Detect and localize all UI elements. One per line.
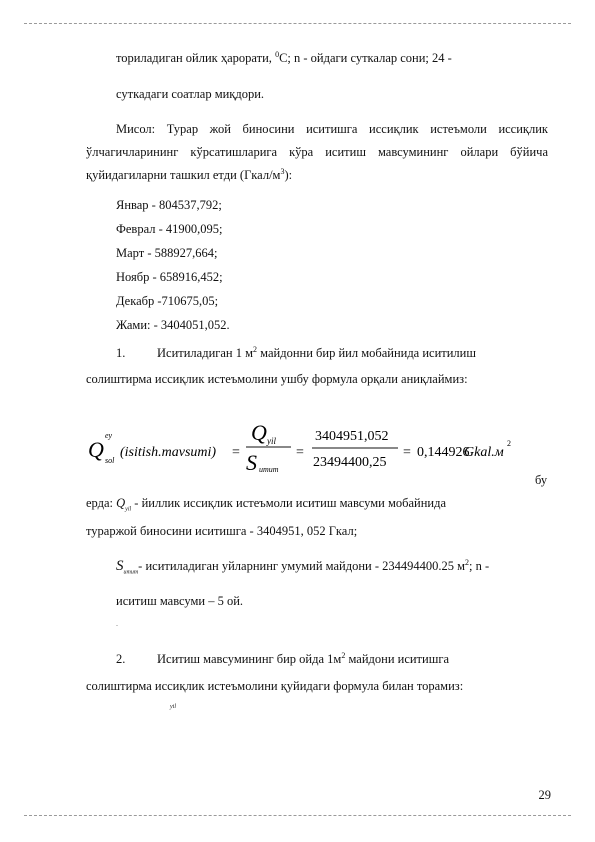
formula-denominator-s: S (246, 450, 257, 475)
unit-superscript: 2 (253, 344, 258, 354)
item-2-continuation: солиштирма иссиқлик истеъмолини қуйидаги формула билан торамиз: (86, 679, 464, 693)
text-fragment: ; n - (469, 559, 490, 573)
month-november: Ноябр - 658916,452; (116, 270, 223, 284)
item-2-text (157, 652, 449, 667)
s-symbol: S (116, 558, 124, 574)
text-fragment: Иситиш мавсумининг бир ойда 1м (157, 652, 342, 666)
example-text: Турар жой биносини иситишга иссиқлик истеъмоли иссиқлик ўлчагичларининг кўрсатишларига кўра иситиш мавсумининг ойлари бўйича қуйидагиларни ташкил етди (Гкал/м (86, 122, 548, 182)
where-line (86, 496, 446, 511)
s-subscript: umum (123, 569, 139, 576)
formula-denominator-value: 23494400,25 (313, 455, 387, 470)
q-subscript: yil (125, 506, 132, 513)
formula-equals-1: = (232, 445, 240, 460)
formula-equals-3: = (403, 445, 411, 460)
formula-numerator-subscript: yil (267, 436, 276, 446)
unit-superscript: 3 (280, 166, 285, 176)
degree-superscript: 0 (275, 49, 280, 59)
month-january: Январ - 804537,792; (116, 198, 222, 212)
text-line-temperature (116, 51, 452, 66)
item-1-text (157, 346, 476, 361)
formula-q-subscript: sol (105, 456, 115, 465)
top-dashed-rule (24, 23, 571, 24)
item-1-continuation: солиштирма иссиқлик истеъмолини ушбу формула орқали аниқлаймиз: (86, 372, 468, 386)
formula-numerator-value: 3404951,052 (315, 429, 389, 444)
text-fragment: майдони иситишга (345, 652, 450, 666)
text-fragment: ториладиган ойлик ҳарорати, (116, 51, 276, 65)
unit-superscript: 2 (465, 557, 470, 567)
formula-q-symbol: Q (88, 437, 104, 462)
formula-q-superscript: ey (105, 431, 113, 440)
formula-svg (86, 412, 526, 475)
text-fragment: С; n - ойдаги суткалар сони; 24 - (279, 51, 452, 65)
month-february: Феврал - 41900,095; (116, 222, 223, 236)
formula-result-unit: Gkal.м (464, 445, 504, 460)
stray-dot: . (116, 619, 118, 628)
area-line (116, 558, 489, 575)
bottom-dashed-rule (24, 815, 571, 816)
formula-result-superscript: 2 (507, 439, 511, 448)
formula-equals-2: = (296, 445, 304, 460)
item-2-number: 2. (116, 652, 126, 666)
building-consumption-line: тураржой биносини иситишга - 3404951, 052 Гкал; (86, 524, 358, 538)
text-fragment: - иситиладиган уйларнинг умумий майдони - 234494400.25 м (138, 559, 466, 573)
example-label: Мисол: (116, 122, 156, 136)
unit-superscript: 2 (341, 650, 346, 660)
item-1-number: 1. (116, 346, 126, 360)
text-line-hours: суткадаги соатлар миқдори. (116, 87, 265, 101)
word-bu: бу (535, 473, 548, 487)
text-fragment: ерда: (86, 496, 117, 510)
text-fragment: Иситиладиган 1 м (157, 346, 254, 360)
formula-fragment-yil: yil (170, 704, 176, 710)
total-line: Жами: - 3404051,052. (116, 318, 230, 332)
example-paragraph (86, 118, 548, 187)
formula-numerator-q: Q (251, 420, 267, 445)
formula-result-value: 0,144926 (417, 445, 470, 460)
text-fragment: майдонни бир йил мобайнида иситилиш (257, 346, 476, 360)
heating-season-line: иситиш мавсуми – 5 ой. (116, 594, 244, 608)
formula-paren-text: (isitish.mavsumi) (120, 445, 217, 460)
month-march: Март - 588927,664; (116, 246, 218, 260)
month-december: Декабр -710675,05; (116, 294, 219, 308)
q-symbol: Q (116, 496, 126, 510)
text-fragment: ): (284, 168, 293, 182)
formula-denominator-subscript: umum (259, 465, 279, 474)
specific-consumption-formula (86, 412, 526, 475)
text-fragment: - йиллик иссиқлик истеъмоли иситиш мавсуми мобайнида (131, 496, 447, 510)
page-number: 29 (538, 788, 551, 802)
